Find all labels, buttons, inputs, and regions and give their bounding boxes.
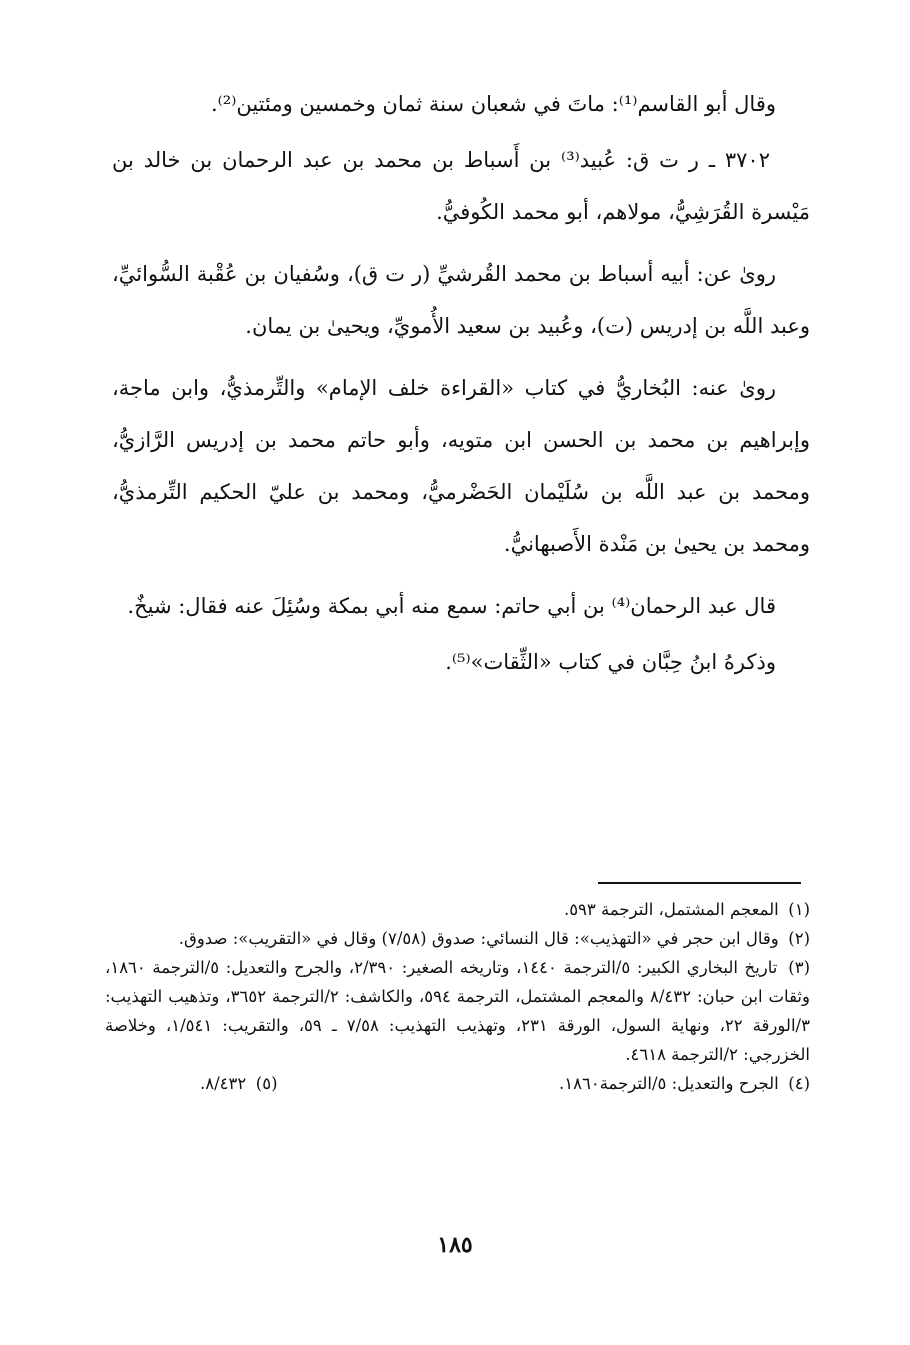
footnote-text: الجرح والتعديل: ٥/الترجمة١٨٦٠. [558,1074,779,1093]
paragraph-ibn-hibban: وذكرهُ ابنُ حِبَّان في كتاب «الثِّقات»⁽⁵⁾. [445,650,776,674]
footnotes [105,895,810,1098]
footnote-number: (٥) [255,1074,278,1093]
paragraph-narrated-by: روىٰ عنه: البُخاريُّ في كتاب «القراءة خلف الإمام» والتِّرمذيُّ، وابن ماجة، وإبراهيم بن محمد بن الحسن ابن متويه، وأبو حاتم محمد بن إدريس الرَّازيُّ، ومحمد بن عبد اللَّه بن سُلَيْمان الحَضْرميُّ، ومحمد بن عليّ الحكيم التِّرمذيُّ، ومحمد بن يحيىٰ بن مَنْدة الأَصبهانيُّ. [112,376,810,556]
footnote-number: (٤) [788,1074,810,1093]
main-text [112,78,810,698]
footnote-number: (٢) [788,929,810,948]
paragraph-abu-hatim-quote: قال عبد الرحمان⁽⁴⁾ بن أبي حاتم: سمع منه أبي بمكة وسُئِلَ عنه فقال: شيخٌ. [127,594,776,618]
footnote-separator [598,882,801,884]
footnote-3 [105,953,810,1069]
paragraph-entry-heading: ٣٧٠٢ ـ ر ت ق: عُبيد⁽³⁾ بن أَسباط بن محمد بن عبد الرحمان بن خالد بن مَيْسرة القُرَشِيُّ، مولاهم، أبو محمد الكُوفيُّ. [112,148,810,224]
footnote-number: (١) [788,900,810,919]
footnote-text: تاريخ البخاري الكبير: ٥/الترجمة ١٤٤٠، وتاريخه الصغير: ٢/٣٩٠، والجرح والتعديل: ٥/الترجمة ١٨٦٠، وثقات ابن حبان: ٨/٤٣٢ والمعجم المشتمل، الترجمة ٥٩٤، والكاشف: ٢/الترجمة ٣٦٥٢، وتذهيب التهذيب: ٣/الورقة ٢٢، ونهاية السول، الورقة ٢٣١، وتهذيب التهذيب: ٧/٥٨ ـ ٥٩، والتقريب: ١/٥٤١، وخلاصة الخزرجي: ٢/الترجمة ٤٦١٨. [105,958,810,1064]
footnote-2 [105,924,810,953]
paragraph-death-date: وقال أبو القاسم⁽¹⁾: ماتَ في شعبان سنة ثمان وخمسين ومئتين⁽²⁾. [210,92,776,116]
footnote-number: (٣) [788,958,811,977]
footnote-text: ٨/٤٣٢. [200,1074,247,1093]
paragraph-narrated-from: روىٰ عن: أبيه أسباط بن محمد القُرشيِّ (ر ت ق)، وسُفيان بن عُقْبة السُّوائيِّ، وعبد اللَّه بن إدريس (ت)، وعُبيد بن سعيد الأُمويِّ، ويحيىٰ بن يمان. [112,262,810,338]
footnote-1 [105,895,810,924]
page-number: ١٨٥ [437,1232,473,1258]
footnote-4 [559,1069,810,1098]
footnote-row-4-5 [105,1069,810,1098]
footnote-text: المعجم المشتمل، الترجمة ٥٩٣. [563,900,779,919]
footnote-5 [105,1069,278,1098]
footnote-text: وقال ابن حجر في «التهذيب»: قال النسائي: صدوق (٧/٥٨) وقال في «التقريب»: صدوق. [178,929,779,948]
